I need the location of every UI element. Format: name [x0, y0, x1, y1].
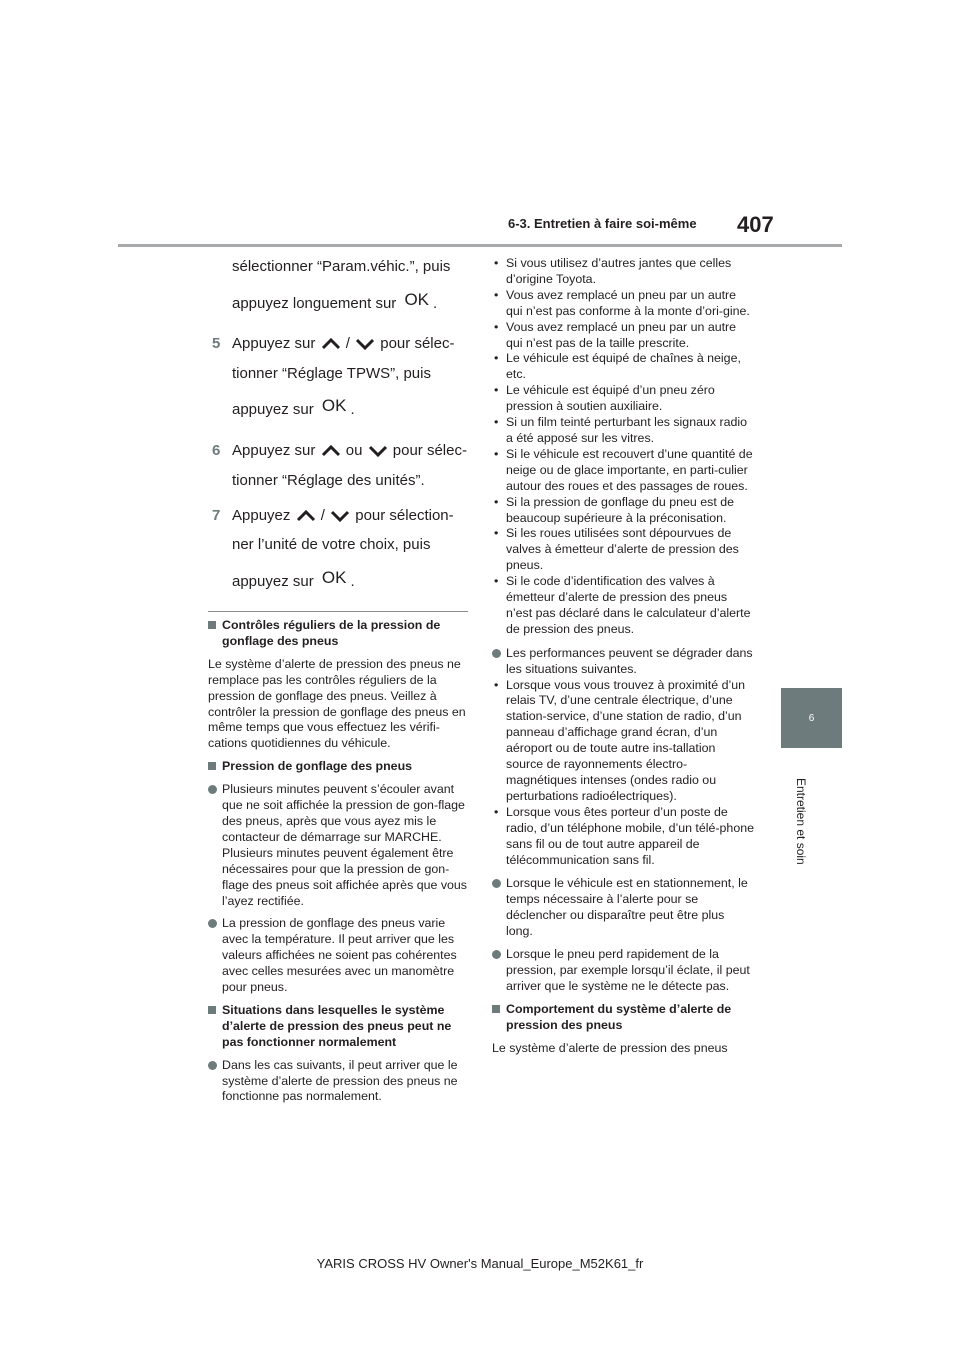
step-number-6: 6 [212, 442, 221, 459]
square-bullet-icon [208, 1006, 216, 1014]
list-item [492, 383, 754, 415]
list-item-text: Le véhicule est équipé de chaînes à neige, etc. [506, 351, 741, 382]
ok-button-icon: OK [404, 290, 430, 309]
step-6-text-b: pour sélec- [392, 442, 467, 459]
bullet-item [208, 916, 470, 996]
step-7-sep: / [320, 507, 325, 524]
step-5-line3 [232, 397, 355, 419]
bullet-dot: • [494, 446, 499, 461]
interference-list [492, 678, 754, 869]
heading-text: Contrôles réguliers de la pression de gonflage des pneus [222, 618, 441, 648]
ok-button-icon: OK [321, 396, 347, 415]
list-item-text: Le véhicule est équipé d’un pneu zéro pression à soutien auxiliaire. [506, 383, 715, 414]
right-column [492, 256, 754, 1064]
step-5-text-a: Appuyez sur [232, 335, 316, 352]
left-column [208, 618, 470, 1112]
section-divider [208, 611, 468, 612]
paragraph: Le système d’alerte de pression des pneus [492, 1040, 728, 1055]
period: . [350, 573, 355, 590]
heading-text: Pression de gonflage des pneus [222, 759, 413, 774]
bullet-dot: • [494, 677, 499, 692]
round-bullet-icon [492, 950, 501, 959]
step-5-text-c: appuyez sur [232, 401, 314, 418]
bullet-dot: • [494, 351, 499, 366]
bullet-text: Les performances peuvent se dégrader dans les situations suivantes. [506, 645, 753, 676]
square-bullet-icon [208, 621, 216, 629]
bullet-text: Dans les cas suivants, il peut arriver que le système d’alerte de pression des pneus ne fonctionne pas normalement. [222, 1057, 458, 1104]
bullet-dot: • [494, 256, 499, 270]
list-item [492, 805, 754, 869]
bullet-item [208, 782, 470, 909]
period: . [350, 401, 355, 418]
step-7-text-c: appuyez sur [232, 573, 314, 590]
list-item-text: Si le véhicule est recouvert d’une quantité de neige ou de glace importante, en parti-culier autour des roues et des passages de roues. [506, 446, 753, 493]
step-5-sep: / [345, 335, 350, 352]
section-title: 6-3. Entretien à faire soi-même [508, 216, 697, 231]
bullet-dot: • [494, 804, 499, 819]
list-item [492, 526, 754, 574]
list-item [492, 447, 754, 495]
list-item [492, 574, 754, 638]
list-item-text: Lorsque vous vous trouvez à proximité d’un relais TV, d’une centrale électrique, d’une station-service, d’une station de radio, d’un panneau d’affichage grand écran, d’un aéroport ou de toute autre ins-tallation source de rayonnements électro-magnétiques intenses (ondes radio ou perturbations radioélectriques). [506, 677, 745, 803]
list-item [492, 256, 754, 288]
bullet-item [492, 646, 754, 678]
step-6-sep: ou [345, 442, 363, 459]
square-bullet-icon [492, 1005, 500, 1013]
chapter-label-text: Entretien et soin [794, 778, 808, 865]
list-item [492, 415, 754, 447]
round-bullet-icon [208, 1061, 217, 1070]
step-intro-line2 [232, 291, 437, 313]
step-7-text-a: Appuyez [232, 507, 291, 524]
step-intro-text: appuyez longuement sur [232, 295, 397, 312]
list-item-text: Si vous utilisez d’autres jantes que celles d’origine Toyota. [506, 256, 732, 286]
step-5-line2: tionner “Réglage TPWS”, puis [232, 365, 431, 382]
list-item-text: Vous avez remplacé un pneu par un autre qui n’est pas de la taille prescrite. [506, 319, 737, 350]
chevron-up-icon [320, 444, 342, 458]
list-item [492, 678, 754, 805]
bullet-dot: • [494, 574, 499, 589]
chevron-down-icon [329, 509, 351, 523]
list-item-text: Si la pression de gonflage du pneu est de beaucoup supérieure à la préconisation. [506, 494, 735, 525]
list-item-text: Vous avez remplacé un pneu par un autre qui n’est pas conforme à la monte d’ori-gine. [506, 287, 750, 318]
step-7-line2: ner l’unité de votre choix, puis [232, 536, 431, 553]
bullet-item [492, 876, 754, 940]
heading-situations [208, 1003, 470, 1051]
chapter-number: 6 [808, 713, 815, 724]
situation-list [492, 256, 754, 638]
heading-text: Situations dans lesquelles le système d’alerte de pression des pneus peut ne pas fonctionner normalement [222, 1002, 452, 1049]
step-6-text-a: Appuyez sur [232, 442, 316, 459]
bullet-dot: • [494, 494, 499, 509]
round-bullet-icon [492, 649, 501, 658]
step-6-line2: tionner “Réglage des unités”. [232, 472, 425, 489]
heading-regular-checks [208, 618, 470, 650]
chevron-down-icon [367, 444, 389, 458]
heading-text: Comportement du système d’alerte de pression des pneus [506, 1001, 732, 1032]
step-7-line1 [232, 507, 454, 525]
bullet-dot: • [494, 383, 499, 398]
round-bullet-icon [492, 879, 501, 888]
chapter-label [794, 778, 811, 865]
bullet-item [208, 1058, 470, 1106]
list-item [492, 495, 754, 527]
list-item-text: Lorsque vous êtes porteur d’un poste de radio, d’un téléphone mobile, d’un télé-phone sans fil ou de tout autre appareil de télécommunication sans fil. [506, 804, 754, 867]
list-item-text: Si les roues utilisées sont dépourvues de valves à émetteur d’alerte de pression des pneus. [506, 526, 739, 573]
paragraph: Le système d’alerte de pression des pneus ne remplace pas les contrôles réguliers de la pression de gonflage des pneus. Veillez à contrôler la pression de gonflage des pneus en même temps que vous effectuez les vérifi-cations quotidiennes du véhicule. [208, 656, 466, 751]
list-item [492, 351, 754, 383]
step-7-line3 [232, 569, 355, 591]
round-bullet-icon [208, 919, 217, 928]
heading-behavior [492, 1002, 754, 1034]
period: . [433, 295, 438, 312]
chevron-up-icon [295, 509, 317, 523]
step-number-5: 5 [212, 335, 221, 352]
step-7-text-b: pour sélection- [355, 507, 454, 524]
bullet-dot: • [494, 526, 499, 541]
step-5-text-b: pour sélec- [380, 335, 455, 352]
header-rule [118, 244, 842, 247]
bullet-dot: • [494, 287, 499, 302]
list-item-text: Si le code d’identification des valves à émetteur d’alerte de pression des pneus n’est pas déclaré dans le calculateur d’alerte de pression des pneus. [506, 574, 751, 636]
heading-tire-pressure [208, 759, 470, 775]
bullet-text: La pression de gonflage des pneus varie avec la température. Il peut arriver que les valeurs affichées ne soient pas cohérentes avec celles mesurées avec un manomètre pour pneus. [222, 916, 457, 995]
list-item [492, 288, 754, 320]
square-bullet-icon [208, 762, 216, 770]
bullet-dot: • [494, 415, 499, 430]
round-bullet-icon [208, 785, 217, 794]
bullet-text: Lorsque le pneu perd rapidement de la pression, par exemple lorsqu’il éclate, il peut arriver que le système ne le détecte pas. [506, 947, 750, 993]
bullet-text: Lorsque le véhicule est en stationnement, le temps nécessaire à l’alerte pour se déclencher ou disparaître peut être plus long. [506, 876, 748, 939]
list-item [492, 320, 754, 352]
page-number: 407 [737, 212, 774, 237]
ok-button-icon: OK [321, 568, 347, 587]
chevron-up-icon [320, 337, 342, 351]
manual-footer: YARIS CROSS HV Owner's Manual_Europe_M52K61_fr [316, 1256, 644, 1271]
step-number-7: 7 [212, 507, 221, 524]
step-6-line1 [232, 442, 467, 460]
step-intro-line1: sélectionner “Param.véhic.”, puis [232, 258, 451, 275]
chevron-down-icon [354, 337, 376, 351]
bullet-item [492, 947, 754, 995]
bullet-text: Plusieurs minutes peuvent s’écouler avant que ne soit affichée la pression de gon-flage des pneus, après que vous ayez mis le contacteur de démarrage sur MARCHE. Plusieurs minutes peuvent également être nécessaires pour que la pression de gon-flage des pneus soit affichée après que vous l’ayez rectifiée. [222, 782, 467, 908]
step-5-line1 [232, 335, 454, 353]
bullet-dot: • [494, 319, 499, 334]
list-item-text: Si un film teinté perturbant les signaux radio a été apposé sur les vitres. [506, 415, 748, 445]
